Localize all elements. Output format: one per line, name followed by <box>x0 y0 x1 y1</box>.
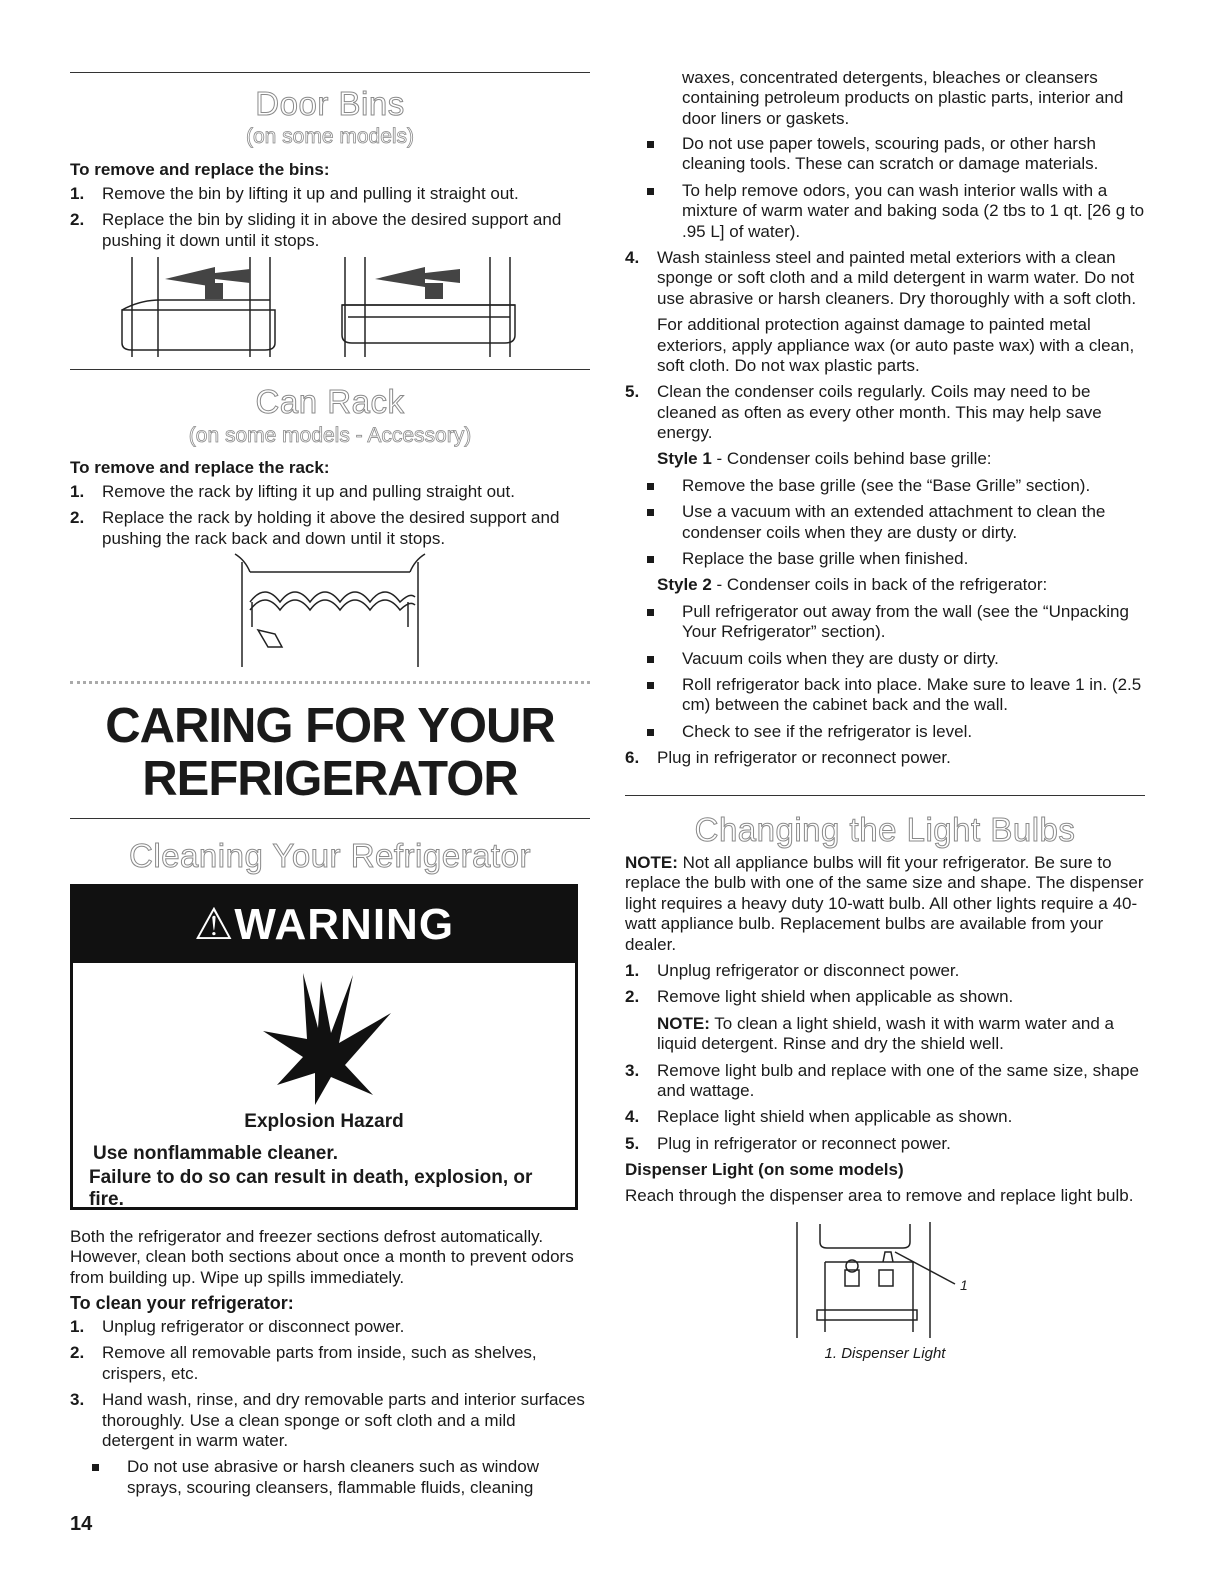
warning-banner: ⚠WARNING <box>73 887 575 963</box>
style2-label: Style 2 - Condenser coils in back of the refrigerator: <box>657 575 1048 595</box>
door-bins-heading: Door Bins <box>255 85 405 122</box>
caring-title: CARING FOR YOUR REFRIGERATOR <box>105 699 555 806</box>
page-number: 14 <box>70 1513 93 1535</box>
list-item: 2. Remove light shield when applicable as shown. <box>625 987 1014 1007</box>
cleaning-intro: To clean your refrigerator: <box>70 1293 294 1313</box>
dispenser-text: Reach through the dispenser area to remove and replace light bulb. <box>625 1186 1134 1206</box>
can-rack-intro: To remove and replace the rack: <box>70 458 330 477</box>
bulbs-heading: Changing the Light Bulbs <box>694 811 1076 848</box>
divider <box>70 818 590 819</box>
list-item: 2. Replace the bin by sliding it in above the desired support and pushing it down until it stops. <box>70 210 562 250</box>
list-item: Vacuum coils when they are dusty or dirty. <box>625 649 1145 669</box>
list-item: 1. Remove the bin by lifting it up and pulling it straight out. <box>70 184 519 203</box>
dispenser-illustration <box>795 1222 995 1340</box>
warning-line2: Failure to do so can result in death, explosion, or fire. <box>89 1167 533 1210</box>
style1-label: Style 1 - Condenser coils behind base grille: <box>657 449 992 469</box>
list-item: 5. Clean the condenser coils regularly. Coils may need to be cleaned as often as every other month. This may help save energy. <box>625 382 1102 443</box>
door-bins-steps <box>70 184 590 257</box>
list-item: Use a vacuum with an extended attachment to clean the condenser coils when they are dusty or dirty. <box>625 502 1145 543</box>
list-item: 4. Wash stainless steel and painted metal exteriors with a clean sponge or soft cloth and a mild detergent in warm water. Do not use abrasive or harsh cleaners. Dry thoroughly with a soft cloth. <box>625 247 1137 308</box>
bullet1-continued: waxes, concentrated detergents, bleaches or cleansers containing petroleum products on plastic parts, interior and door liners or gaskets. <box>682 68 1124 128</box>
divider <box>70 72 590 73</box>
callout-number: 1 <box>960 1277 968 1293</box>
step4-extra: For additional protection against damage to painted metal exteriors, apply appliance wax (or auto paste wax) with a clean, soft cloth. Do not wax plastic parts. <box>657 315 1135 375</box>
cleaning-steps-left <box>70 1317 590 1504</box>
list-item: 4. Replace light shield when applicable as shown. <box>625 1107 1013 1127</box>
warning-hazard: Explosion Hazard <box>244 1111 404 1132</box>
list-item: 2. Replace the rack by holding it above the desired support and pushing the rack back and down until it stops. <box>70 508 560 548</box>
list-item: Do not use paper towels, scouring pads, or other harsh cleaning tools. These can scratch or damage materials. <box>625 134 1145 175</box>
can-rack-steps <box>70 482 590 555</box>
cleaning-steps-right <box>625 134 1145 775</box>
warning-triangle-icon: ⚠ <box>193 900 235 949</box>
can-rack-illustration <box>230 552 430 672</box>
list-item: 3. Remove light bulb and replace with one of the same size, shape and wattage. <box>625 1060 1139 1100</box>
list-item: 1. Unplug refrigerator or disconnect power. <box>70 1317 405 1336</box>
bulbs-note: NOTE: Not all appliance bulbs will fit your refrigerator. Be sure to replace the bulb with one of the same size and shape. The dispenser light requires a heavy duty 10-watt bulb. All other lights require a 40-watt appliance bulb. Replacement bulbs are available from your dealer. <box>625 853 1144 954</box>
can-rack-heading: Can Rack <box>255 383 405 420</box>
divider <box>625 795 1145 796</box>
list-item: Check to see if the refrigerator is level. <box>625 722 1145 742</box>
warning-line1: Use nonflammable cleaner. <box>93 1143 338 1164</box>
dotted-divider <box>70 681 590 684</box>
list-item: Pull refrigerator out away from the wall (see the “Unpacking Your Refrigerator” section). <box>625 602 1145 643</box>
list-item: Roll refrigerator back into place. Make sure to leave 1 in. (2.5 cm) between the cabinet back and the wall. <box>625 675 1145 716</box>
can-rack-subheading: (on some models - Accessory) <box>188 424 472 447</box>
list-item: 6. Plug in refrigerator or reconnect power. <box>625 748 951 768</box>
dispenser-caption: 1. Dispenser Light <box>824 1345 946 1362</box>
list-item: 5. Plug in refrigerator or reconnect power. <box>625 1133 951 1153</box>
list-item: 1. Unplug refrigerator or disconnect power. <box>625 960 960 980</box>
door-bins-subheading: (on some models) <box>245 125 415 148</box>
list-item: Replace the base grille when finished. <box>625 549 1145 569</box>
step2-note: NOTE: To clean a light shield, wash it with warm water and a liquid detergent. Rinse and dry the shield well. <box>657 1013 1114 1054</box>
list-item: To help remove odors, you can wash interior walls with a mixture of warm water and baking soda (2 tbs to 1 qt. [26 g to .95 L] of water). <box>625 181 1145 242</box>
cleaning-body: Both the refrigerator and freezer sections defrost automatically. However, clean both sections about once a month to prevent odors from building up. Wipe up spills immediately. <box>70 1227 574 1287</box>
explosion-icon <box>263 973 393 1108</box>
cleaning-heading: Cleaning Your Refrigerator <box>129 837 531 874</box>
dispenser-heading: Dispenser Light (on some models) <box>625 1160 904 1180</box>
list-item: Do not use abrasive or harsh cleaners such as window sprays, scouring cleansers, flammable fluids, cleaning <box>70 1457 590 1498</box>
divider <box>70 369 590 370</box>
warning-box <box>70 884 578 1210</box>
door-bins-illustration <box>120 255 560 360</box>
list-item: 2. Remove all removable parts from inside, such as shelves, crispers, etc. <box>70 1343 537 1383</box>
list-item: 1. Remove the rack by lifting it up and pulling straight out. <box>70 482 515 501</box>
list-item: Remove the base grille (see the “Base Grille” section). <box>625 476 1145 496</box>
bulbs-section <box>625 853 1145 1207</box>
door-bins-intro: To remove and replace the bins: <box>70 160 330 179</box>
list-item: 3. Hand wash, rinse, and dry removable parts and interior surfaces thoroughly. Use a clean sponge or soft cloth and a mild detergent in warm water. <box>70 1390 585 1450</box>
